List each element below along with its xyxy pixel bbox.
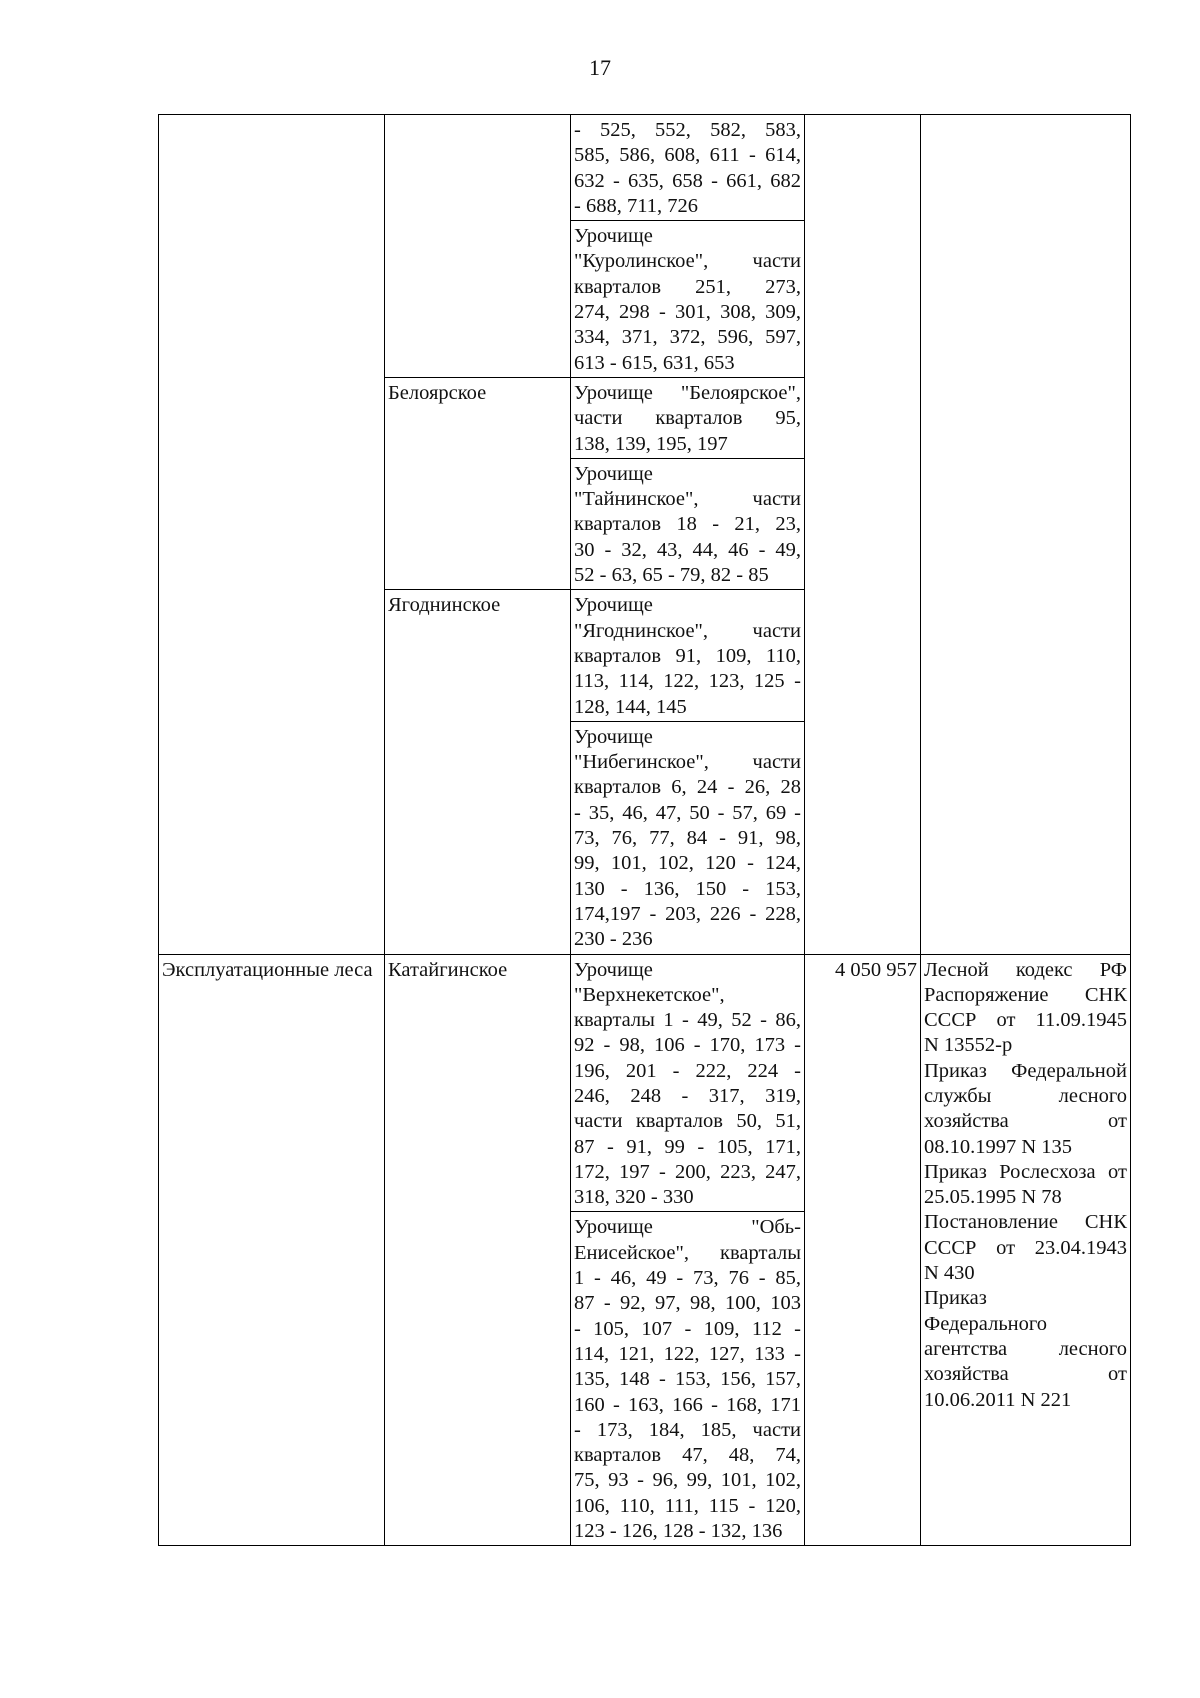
text-line: N 13552-р	[924, 1034, 1013, 1057]
text-line: 318, 320 - 330	[574, 1186, 694, 1209]
text-line: части кварталов 95,	[574, 407, 801, 430]
text-line: 25.05.1995 N 78	[924, 1186, 1062, 1209]
text-line: "Верхнекетское",	[574, 983, 725, 1006]
text-line: Приказ Федеральной	[924, 1059, 1127, 1082]
text-line: 174,197 - 203, 226 - 228,	[574, 902, 801, 925]
text-line: 99, 101, 102, 120 - 124,	[574, 852, 801, 875]
text-line: Распоряжение СНК	[924, 983, 1127, 1006]
text-line: 172, 197 - 200, 223, 247,	[574, 1160, 801, 1183]
text-line: 246, 248 - 317, 319,	[574, 1084, 801, 1107]
text-line: - 525, 552, 582, 583,	[574, 119, 801, 141]
text-line: Постановление СНК	[924, 1211, 1127, 1234]
text-line: хозяйства от	[924, 1363, 1127, 1386]
text-line: Урочище "Белоярское",	[574, 381, 801, 404]
text-line: 632 - 635, 658 - 661, 682	[574, 169, 801, 192]
forest-category-cell	[159, 377, 385, 589]
text-line: Приказ Рослесхоза от	[924, 1160, 1127, 1183]
text-line: хозяйства от	[924, 1110, 1127, 1133]
text-line: "Нибегинское", части	[574, 751, 801, 774]
forest-table	[158, 114, 1131, 1546]
text-line: 585, 586, 608, 611 - 614,	[574, 144, 801, 167]
district-cell: Катайгинское	[385, 954, 571, 1546]
table-row	[159, 377, 1131, 458]
text-line: 135, 148 - 153, 156, 157,	[574, 1368, 801, 1391]
text-line: - 105, 107 - 109, 112 -	[574, 1317, 801, 1340]
parcel-cell	[571, 115, 805, 221]
text-line: 106, 110, 111, 115 - 120,	[574, 1494, 801, 1517]
text-line: - 688, 711, 726	[574, 194, 698, 217]
text-line: Урочище "Обь-	[574, 1216, 801, 1239]
legal-basis-cell	[921, 954, 1131, 1546]
text-line: 30 - 32, 43, 44, 46 - 49,	[574, 538, 801, 561]
text-line: N 430	[924, 1262, 975, 1285]
text-line: кварталов 47, 48, 74,	[574, 1444, 801, 1467]
text-line: 130 - 136, 150 - 153,	[574, 877, 801, 900]
text-line: - 173, 184, 185, части	[574, 1418, 801, 1441]
text-line: 114, 121, 122, 127, 133 -	[574, 1342, 801, 1365]
text-line: 230 - 236	[574, 928, 653, 951]
area-cell	[805, 590, 921, 954]
text-line: кварталов 6, 24 - 26, 28	[574, 776, 801, 799]
text-line: Урочище	[574, 958, 653, 981]
area-cell	[805, 115, 921, 378]
text-line: Урочище	[574, 594, 653, 617]
forest-category-cell: Эксплуатационные леса	[159, 954, 385, 1546]
table-row	[159, 954, 1131, 1212]
text-line: "Куролинское", части	[574, 250, 801, 273]
text-line: кварталов 18 - 21, 23,	[574, 513, 801, 536]
text-line: 160 - 163, 166 - 168, 171	[574, 1393, 801, 1416]
text-line: Урочище	[574, 725, 653, 748]
text-line: 123 - 126, 128 - 132, 136	[574, 1520, 783, 1543]
text-line: 138, 139, 195, 197	[574, 432, 728, 455]
text-line: 10.06.2011 N 221	[924, 1388, 1072, 1411]
text-line: Федерального	[924, 1312, 1048, 1335]
parcel-cell	[571, 590, 805, 721]
legal-basis-cell	[921, 115, 1131, 378]
text-line: СССР от 11.09.1945	[924, 1009, 1127, 1032]
forest-category-cell	[159, 115, 385, 378]
district-cell	[385, 115, 571, 378]
text-line: СССР от 23.04.1943	[924, 1236, 1127, 1259]
text-line: 87 - 92, 97, 98, 100, 103	[574, 1292, 801, 1315]
text-line: агентства лесного	[924, 1337, 1127, 1360]
text-line: 73, 76, 77, 84 - 91, 98,	[574, 827, 801, 850]
text-line: "Ягоднинское", части	[574, 619, 801, 642]
district-cell: Ягоднинское	[385, 590, 571, 954]
text-line: 334, 371, 372, 596, 597,	[574, 326, 801, 349]
text-line: 196, 201 - 222, 224 -	[574, 1059, 801, 1082]
text-line: 87 - 91, 99 - 105, 171,	[574, 1135, 801, 1158]
text-line: 92 - 98, 106 - 170, 173 -	[574, 1034, 801, 1057]
table-row	[159, 590, 1131, 721]
parcel-cell	[571, 458, 805, 589]
parcel-cell	[571, 954, 805, 1212]
text-line: 1 - 46, 49 - 73, 76 - 85,	[574, 1267, 801, 1290]
parcel-cell	[571, 221, 805, 378]
text-line: Енисейское", кварталы	[574, 1241, 801, 1264]
text-line: 75, 93 - 96, 99, 101, 102,	[574, 1469, 801, 1492]
text-line: Приказ	[924, 1287, 987, 1310]
text-line: части кварталов 50, 51,	[574, 1110, 801, 1133]
text-line: 274, 298 - 301, 308, 309,	[574, 301, 801, 324]
parcel-cell	[571, 1212, 805, 1546]
area-cell: 4 050 957	[805, 954, 921, 1546]
forest-category-cell	[159, 590, 385, 954]
parcel-cell	[571, 721, 805, 954]
text-line: службы лесного	[924, 1084, 1127, 1107]
page-number: 17	[589, 55, 611, 80]
text-line: кварталов 91, 109, 110,	[574, 644, 801, 667]
text-line: "Тайнинское", части	[574, 488, 801, 511]
area-cell	[805, 377, 921, 589]
parcel-cell	[571, 377, 805, 458]
text-line: Урочище	[574, 225, 653, 248]
text-line: 128, 144, 145	[574, 695, 687, 718]
text-line: Урочище	[574, 462, 653, 485]
text-line: кварталов 251, 273,	[574, 275, 801, 298]
text-line: Лесной кодекс РФ	[924, 958, 1127, 981]
text-line: 613 - 615, 631, 653	[574, 351, 735, 374]
text-line: - 35, 46, 47, 50 - 57, 69 -	[574, 801, 801, 824]
text-line: 113, 114, 122, 123, 125 -	[574, 670, 801, 693]
text-line: кварталы 1 - 49, 52 - 86,	[574, 1009, 801, 1032]
text-line: 52 - 63, 65 - 79, 82 - 85	[574, 564, 769, 587]
forest-table-body	[159, 115, 1131, 1546]
table-row	[159, 115, 1131, 221]
legal-basis-cell	[921, 590, 1131, 954]
text-line: 08.10.1997 N 135	[924, 1135, 1073, 1158]
legal-basis-cell	[921, 377, 1131, 589]
district-cell: Белоярское	[385, 377, 571, 589]
